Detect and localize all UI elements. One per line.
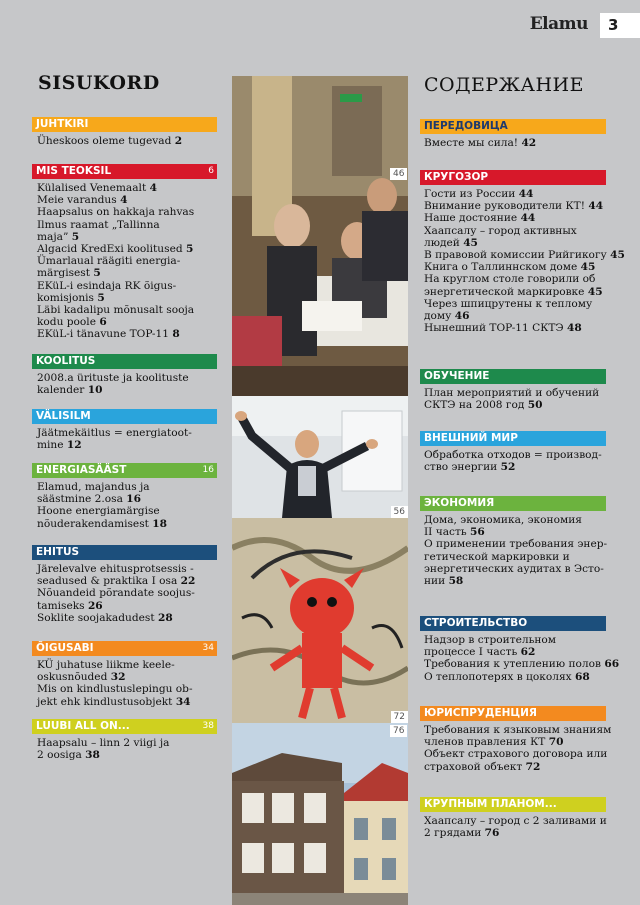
toc-entry-text: О теплопотерях в цоколях xyxy=(424,670,576,683)
section-title: СТРОИТЕЛЬСТВО xyxy=(424,617,528,629)
toc-entry-line[interactable] xyxy=(424,658,619,670)
section-header xyxy=(32,354,217,369)
toc-entry-line[interactable] xyxy=(424,634,619,646)
toc-entry-line[interactable] xyxy=(37,481,167,493)
toc-entry-line[interactable] xyxy=(37,600,195,612)
toc-entry-line[interactable] xyxy=(37,304,194,316)
toc-entry-line[interactable] xyxy=(37,671,193,683)
toc-entry-text: Külalised Venemaalt xyxy=(37,182,150,194)
toc-entry-line[interactable] xyxy=(424,137,536,149)
section-title: ЮРИСПРУДЕНЦИЯ xyxy=(424,707,538,719)
toc-entry-page: 32 xyxy=(110,671,126,684)
toc-entry-text: процессе I часть xyxy=(424,646,521,659)
toc-entry-line[interactable] xyxy=(424,551,607,563)
toc-entry-page: 6 xyxy=(99,316,107,329)
toc-entry-text: Вместе мы сила! xyxy=(424,137,522,149)
toc-entry-text: Läbi kadalipu mõnusalt sooja xyxy=(37,304,195,317)
toc-entry-line[interactable] xyxy=(424,286,625,298)
toc-entry-line[interactable] xyxy=(424,538,607,550)
toc-entry-text: Надзор в строительном xyxy=(424,634,557,646)
toc-entry-text: Хаапсалу – город с 2 заливами и xyxy=(424,815,607,827)
toc-entry-line[interactable] xyxy=(424,237,625,249)
section-page-number: 16 xyxy=(202,465,214,475)
toc-entry-text: märgisest xyxy=(37,267,94,280)
section-title: ПЕРЕДОВИЦА xyxy=(424,120,508,132)
photo-wooden-houses xyxy=(232,723,408,905)
section-items xyxy=(424,387,599,411)
toc-entry-line[interactable] xyxy=(424,225,625,237)
toc-entry-text: План мероприятий и обучений xyxy=(424,387,600,399)
section-header xyxy=(32,409,217,424)
toc-entry-text: Mis on kindlustuslepingu ob- xyxy=(37,683,193,696)
toc-entry-text: Jäätmekäitlus = energiatoot- xyxy=(37,427,192,439)
toc-entry-line[interactable] xyxy=(37,243,194,255)
toc-entry-line[interactable] xyxy=(37,328,194,340)
toc-entry-text: Гости из России xyxy=(424,188,519,200)
section-title: КРУПНЫМ ПЛАНОМ... xyxy=(424,798,557,810)
toc-entry-text: Наше достояние xyxy=(424,212,521,225)
toc-entry-page: 5 xyxy=(186,243,194,256)
toc-entry-line[interactable] xyxy=(424,261,625,273)
toc-entry-text: Haapsalus on hakkaja rahvas xyxy=(37,206,195,219)
toc-entry-text: Дома, экономика, экономия xyxy=(424,514,582,526)
toc-entry-text: гетической маркировки и xyxy=(424,550,570,563)
page-header xyxy=(0,13,640,38)
toc-entry-page: 56 xyxy=(470,526,485,539)
photo-signing-meeting-image xyxy=(232,76,408,396)
page-number-box xyxy=(600,13,640,38)
toc-entry-page: 70 xyxy=(548,736,564,749)
toc-entry-page: 26 xyxy=(87,599,103,612)
toc-entry-page: 66 xyxy=(604,658,620,671)
toc-entry-page: 4 xyxy=(120,194,128,207)
toc-entry-line[interactable] xyxy=(37,749,169,761)
toc-entry-page: 4 xyxy=(149,182,157,194)
toc-entry-line[interactable] xyxy=(37,267,194,279)
toc-entry-line[interactable] xyxy=(37,659,193,671)
toc-entry-text: 2 грядами xyxy=(424,827,485,840)
section-header xyxy=(420,496,606,511)
toc-entry-line[interactable] xyxy=(424,273,625,285)
toc-entry-page: 42 xyxy=(521,137,537,149)
photo-signing-meeting xyxy=(232,76,408,396)
toc-entry-page: 28 xyxy=(157,611,173,624)
toc-entry-line[interactable] xyxy=(424,575,607,587)
toc-entry-text: EKüL-i esindaja RK õigus- xyxy=(37,279,177,292)
toc-entry-line[interactable] xyxy=(37,737,169,749)
toc-entry-text: членов правления КТ xyxy=(424,736,549,749)
photo-wooden-houses-image xyxy=(232,723,408,905)
toc-entry-line[interactable] xyxy=(424,761,611,773)
toc-entry-line[interactable] xyxy=(37,427,192,439)
section-header xyxy=(32,641,217,656)
toc-entry-line[interactable] xyxy=(37,292,194,304)
photo-lecturer-gesturing-image xyxy=(232,396,408,518)
toc-entry-page: 44 xyxy=(520,212,536,225)
section-page-number: 38 xyxy=(202,721,214,731)
toc-entry-line[interactable] xyxy=(424,646,619,658)
toc-entry-text: энергетических аудитах в Эсто- xyxy=(424,562,604,575)
toc-entry-page: 68 xyxy=(575,670,590,683)
toc-entry-text: Üheskoos oleme tugevad xyxy=(37,135,175,147)
toc-entry-text: Ümarlaual räägiti energia- xyxy=(37,255,181,268)
toc-entry-page: 12 xyxy=(66,439,82,452)
toc-entry-line[interactable] xyxy=(424,736,611,748)
section-header xyxy=(420,369,606,384)
photo-page-label: 46 xyxy=(390,168,407,180)
section-items xyxy=(424,514,607,587)
toc-entry-line[interactable] xyxy=(37,575,195,587)
photo-page-label: 72 xyxy=(391,711,408,723)
section-header xyxy=(420,706,606,721)
toc-entry-text: KÜ juhatuse liikme keele- xyxy=(37,659,175,671)
section-header xyxy=(420,797,606,812)
toc-entry-page: 45 xyxy=(580,261,596,274)
toc-entry-text: Через шпицрутены к теплому xyxy=(424,297,593,310)
section-title: MIS TEOKSIL xyxy=(36,165,112,177)
toc-entry-page: 44 xyxy=(518,188,534,200)
toc-entry-line[interactable] xyxy=(424,298,625,310)
photo-lecturer-gesturing xyxy=(232,396,408,518)
toc-entry-line[interactable] xyxy=(37,563,195,575)
toc-entry-line[interactable] xyxy=(37,135,182,147)
toc-entry-text: EKüL-i tänavune TOP-11 xyxy=(37,328,173,341)
toc-entry-line[interactable] xyxy=(37,182,194,194)
magazine-brand: Elamu xyxy=(529,14,588,34)
section-items xyxy=(37,135,182,147)
toc-entry-text: 2 oosiga xyxy=(37,749,86,762)
toc-entry-line[interactable] xyxy=(37,206,194,218)
toc-entry-text: На круглом столе говорили об xyxy=(424,273,596,286)
toc-entry-line[interactable] xyxy=(424,671,619,683)
section-items xyxy=(424,137,536,149)
section-page-number: 34 xyxy=(202,643,214,653)
toc-entry-text: В правовой комиссии Рийгикогу xyxy=(424,249,611,262)
toc-entry-line[interactable] xyxy=(37,696,193,708)
toc-entry-page: 45 xyxy=(463,236,478,249)
toc-entry-text: Järelevalve ehitusprotsessis - xyxy=(37,563,194,575)
toc-entry-page: 22 xyxy=(180,575,196,588)
toc-entry-text: энергетической маркировке xyxy=(424,285,588,298)
toc-entry-page: 44 xyxy=(588,200,604,213)
toc-entry-text: Hoone energiamärgise xyxy=(37,505,160,518)
toc-entry-text: tamiseks xyxy=(37,599,88,612)
toc-entry-text: СКТЭ на 2008 год xyxy=(424,399,528,412)
section-items xyxy=(424,815,607,839)
section-title: VÄLISILM xyxy=(36,410,91,422)
toc-entry-text: страховой объект xyxy=(424,760,526,773)
photo-page-label: 76 xyxy=(390,725,407,737)
toc-entry-text: Требования к языковым знаниям xyxy=(424,724,612,736)
section-header xyxy=(32,463,217,478)
section-items xyxy=(37,737,169,761)
toc-entry-line[interactable] xyxy=(424,461,602,473)
toc-entry-line[interactable] xyxy=(37,587,195,599)
toc-entry-text: jekt ehk kindlustusobjekt xyxy=(37,695,176,708)
toc-entry-text: oskusnõuded xyxy=(37,671,111,684)
section-items xyxy=(37,372,189,396)
toc-entry-page: 72 xyxy=(525,760,541,773)
toc-entry-page: 2 xyxy=(174,135,183,147)
toc-entry-text: Nõuandeid põrandate soojus- xyxy=(37,587,195,600)
toc-entry-line[interactable] xyxy=(37,280,194,292)
toc-entry-line[interactable] xyxy=(424,526,607,538)
toc-entry-page: 45 xyxy=(587,285,603,298)
toc-entry-text: kodu poole xyxy=(37,316,100,329)
toc-entry-text: 2008.a ürituste ja koolituste xyxy=(37,372,189,384)
toc-entry-text: ство энергии xyxy=(424,461,501,474)
toc-entry-text: kalender xyxy=(37,384,88,397)
section-title: ÕIGUSABI xyxy=(36,642,94,654)
toc-entry-text: Внимание руководители КТ! xyxy=(424,200,589,213)
section-title: КРУГОЗОР xyxy=(424,171,489,183)
toc-entry-text: maja” xyxy=(37,230,72,243)
section-header xyxy=(420,431,606,446)
section-header xyxy=(420,170,606,185)
toc-entry-line[interactable] xyxy=(424,322,625,334)
toc-entry-text: seadused & praktika I osa xyxy=(37,575,181,588)
section-items xyxy=(424,724,611,773)
section-items xyxy=(37,563,195,624)
toc-entry-line[interactable] xyxy=(424,563,607,575)
toc-entry-page: 52 xyxy=(500,461,516,474)
toc-entry-line[interactable] xyxy=(424,310,625,322)
section-title: KOOLITUS xyxy=(36,355,96,367)
photo-graffiti-wall xyxy=(232,518,408,723)
toc-entry-page: 18 xyxy=(152,517,168,530)
toc-entry-line[interactable] xyxy=(424,399,599,411)
toc-entry-text: Обработка отходов = производ- xyxy=(424,449,602,461)
section-items xyxy=(37,481,167,530)
section-header xyxy=(32,545,217,560)
toc-title-ru: СОДЕРЖАНИЕ xyxy=(424,74,584,96)
section-items xyxy=(424,449,602,473)
toc-entry-line[interactable] xyxy=(37,612,195,624)
section-items xyxy=(37,427,192,451)
toc-entry-line[interactable] xyxy=(37,384,189,396)
toc-entry-text: Haapsalu – linn 2 viigi ja xyxy=(37,737,170,749)
toc-entry-page: 62 xyxy=(520,646,536,659)
section-title: ENERGIASÄÄST xyxy=(36,464,127,476)
toc-entry-page: 76 xyxy=(484,827,500,840)
toc-entry-text: О применении требования энер- xyxy=(424,538,608,551)
section-header xyxy=(32,719,217,734)
toc-title-et: SISUKORD xyxy=(38,72,160,94)
toc-entry-line[interactable] xyxy=(37,316,194,328)
toc-entry-text: mine xyxy=(37,439,67,452)
photo-graffiti-wall-image xyxy=(232,518,408,723)
toc-entry-line[interactable] xyxy=(424,387,599,399)
toc-entry-page: 8 xyxy=(172,328,180,341)
toc-entry-page: 48 xyxy=(566,322,582,335)
toc-entry-line[interactable] xyxy=(424,724,611,736)
toc-entry-page: 5 xyxy=(71,230,80,243)
toc-entry-line[interactable] xyxy=(424,212,625,224)
toc-entry-page: 5 xyxy=(93,267,101,280)
section-items xyxy=(424,634,619,683)
toc-entry-line[interactable] xyxy=(37,372,189,384)
toc-entry-text: Soklite soojakadudest xyxy=(37,611,158,624)
toc-entry-line[interactable] xyxy=(424,514,607,526)
toc-entry-page: 34 xyxy=(175,695,191,708)
toc-entry-text: komisjonis xyxy=(37,291,98,304)
toc-entry-text: Требования к утеплению полов xyxy=(424,658,605,671)
toc-entry-page: 16 xyxy=(126,493,142,506)
section-header xyxy=(420,616,606,631)
toc-entry-text: Нынешний TOP-11 СКТЭ xyxy=(424,322,567,335)
toc-entry-page: 5 xyxy=(97,291,105,304)
toc-entry-page: 46 xyxy=(454,310,470,323)
toc-entry-text: нии xyxy=(424,575,449,588)
toc-entry-page: 58 xyxy=(448,575,464,588)
toc-entry-text: Algacid KredExi koolitused xyxy=(37,243,186,256)
section-title: ВНЕШНИЙ МИР xyxy=(424,432,518,444)
toc-entry-page: 10 xyxy=(87,384,103,397)
toc-entry-line[interactable] xyxy=(424,827,607,839)
section-page-number: 6 xyxy=(208,166,214,176)
section-title: EHITUS xyxy=(36,546,80,558)
page-number: 3 xyxy=(608,16,619,34)
section-items xyxy=(37,182,194,341)
toc-entry-line[interactable] xyxy=(37,439,192,451)
toc-entry-text: nõuderakendamisest xyxy=(37,517,153,530)
toc-entry-text: Elamud, majandus ja xyxy=(37,481,150,493)
toc-entry-text: Объект страхового договора или xyxy=(424,748,608,761)
section-header xyxy=(420,119,606,134)
toc-entry-line[interactable] xyxy=(37,255,194,267)
section-title: ЭКОНОМИЯ xyxy=(424,497,495,509)
section-header xyxy=(32,164,217,179)
section-header xyxy=(32,117,217,132)
toc-entry-line[interactable] xyxy=(424,748,611,760)
toc-entry-line[interactable] xyxy=(424,188,625,200)
toc-entry-text: Книга о Таллиннском доме xyxy=(424,261,581,274)
toc-entry-line[interactable] xyxy=(37,493,167,505)
toc-entry-text: II часть xyxy=(424,526,470,539)
toc-entry-text: людей xyxy=(424,236,464,249)
toc-entry-line[interactable] xyxy=(37,194,194,206)
toc-entry-line[interactable] xyxy=(424,449,602,461)
toc-entry-text: säästmine 2.osa xyxy=(37,493,127,506)
toc-entry-line[interactable] xyxy=(37,518,167,530)
toc-entry-text: Ilmus raamat „Tallinna xyxy=(37,218,160,231)
section-title: JUHTKIRI xyxy=(36,118,89,130)
toc-entry-page: 50 xyxy=(527,399,543,412)
toc-entry-page: 38 xyxy=(85,749,100,762)
toc-entry-page: 45 xyxy=(610,249,625,262)
toc-entry-line[interactable] xyxy=(37,219,194,231)
section-items xyxy=(424,188,625,334)
toc-entry-line[interactable] xyxy=(37,505,167,517)
toc-entry-line[interactable] xyxy=(424,815,607,827)
section-title: LUUBI ALL ON... xyxy=(36,720,130,732)
photo-page-label: 56 xyxy=(391,506,408,518)
toc-entry-line[interactable] xyxy=(37,683,193,695)
toc-entry-text: Хаапсалу – город активных xyxy=(424,224,577,237)
section-title: ОБУЧЕНИЕ xyxy=(424,370,490,382)
section-items xyxy=(37,659,193,708)
toc-entry-line[interactable] xyxy=(424,249,625,261)
toc-entry-line[interactable] xyxy=(424,200,625,212)
toc-entry-text: дому xyxy=(424,310,455,323)
toc-entry-text: Meie varandus xyxy=(37,194,121,207)
toc-entry-line[interactable] xyxy=(37,231,194,243)
